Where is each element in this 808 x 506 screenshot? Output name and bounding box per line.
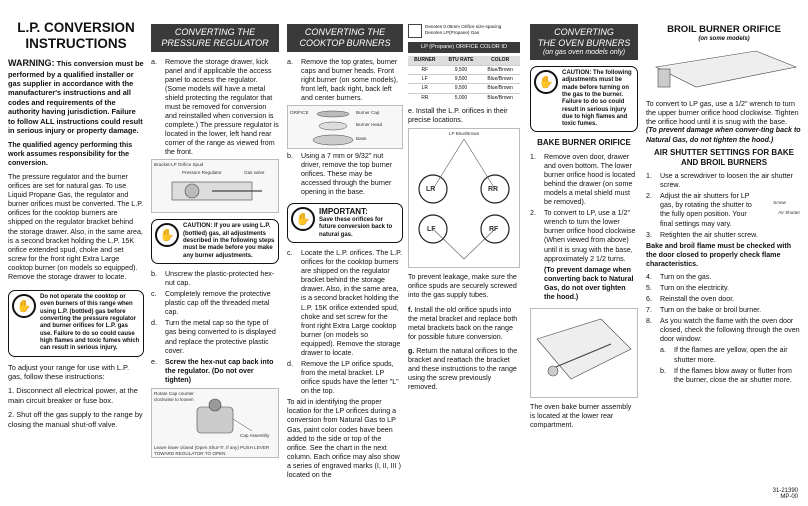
shutter-steps (646, 172, 802, 240)
oven-steps (530, 153, 638, 264)
table-header: BURNER (408, 56, 442, 65)
column-regulator (151, 0, 279, 458)
burner-layout-drawing (409, 129, 519, 269)
legend (408, 24, 520, 38)
step-label: 5. (646, 283, 652, 292)
step-text: To convert to LP, use a 1/2" wrench to turn the lower burner orifice hood clockwise (When viewed from above) until it is snug with the base, approximately 2 1/2 turns. (544, 209, 636, 263)
header-line-2: COOKTOP BURNERS (299, 37, 391, 48)
step-b (287, 152, 403, 197)
table-header: BTU RATE (442, 56, 481, 65)
step-f-text: Install the old orifice spuds into the metal bracket and replace both metal brackets back on the range for possible future conversion. (408, 305, 518, 341)
section-header (287, 24, 403, 52)
table-cell: 9,500 (442, 84, 481, 93)
step-label: 2. (530, 209, 536, 218)
regulator-drawing (152, 160, 278, 214)
table-cell: LF (408, 74, 442, 83)
step-d (151, 319, 279, 355)
step-label: c. (151, 290, 157, 299)
step-label: 1. (646, 172, 652, 181)
flame-note: Bake and broil flame must be checked with the door closed to properly check flame characteristics. (646, 241, 792, 268)
column-intro (8, 0, 144, 429)
step-text: If the flames are yellow, open the air shutter more. (674, 346, 788, 364)
table-row (408, 74, 520, 83)
step-text: Turn on the bake or broil burner. (660, 306, 762, 315)
diagram-label: Burner Cap (356, 109, 380, 115)
cap-drawing (152, 389, 278, 459)
regulator-steps-2 (151, 270, 279, 385)
step-f: f. Install the old orifice spuds into the metal bracket and replace both metal brackets back on the range for possible future conversion. (408, 305, 518, 341)
caution-box (151, 219, 279, 264)
step-2 (646, 192, 802, 228)
prevent-text: To prevent leakage, make sure the orifice spuds are securely screwed into the gas supply tubes. (408, 273, 517, 300)
step-text: Remove the LP orifice spuds, from the metal bracket. LP orifice spuds have the letter "L" on the top. (301, 360, 399, 396)
step-label: c. (287, 249, 293, 258)
burner-rr: RR (488, 186, 499, 194)
burner-lf: LF (427, 226, 436, 234)
step-6 (646, 295, 802, 304)
doc-rev: MP-00 (780, 494, 798, 500)
step-text: Reinstall the oven door. (660, 295, 735, 304)
step-g: g. Return the natural orifices to the bracket and reattach the bracket and these instructions to the range using the screw previously removed. (408, 346, 518, 392)
diagram-label: Cap Assembly (240, 432, 270, 438)
diagram-label: Burner Head (356, 121, 383, 127)
check-b (660, 367, 802, 385)
step-label: 6. (646, 295, 652, 304)
header-line-1: CONVERTING THE (304, 27, 386, 37)
table-cell: LR (408, 84, 442, 93)
regulator-steps (151, 58, 279, 158)
step-label: 7. (646, 306, 652, 315)
step-label: a. (287, 57, 293, 66)
step-label: a. (151, 57, 157, 66)
table-cell: RR (408, 93, 442, 102)
diagram-label: Screw (773, 200, 786, 206)
burner-drawing (288, 106, 402, 150)
table-cell: 9,500 (442, 65, 481, 74)
section-header (530, 24, 638, 60)
legend-text (425, 24, 501, 38)
adjust-intro: To adjust your range for use with L.P. gas, follow these instructions: (8, 362, 130, 381)
orifice-icon (408, 24, 422, 38)
step-c (151, 290, 279, 317)
burner-lr: LR (426, 186, 436, 194)
step-1 (646, 172, 802, 190)
caution-text: CAUTION: If you are using L.P. (bottled) gas, all adjustments described in the following steps must be made before you make any burner adjustments. (183, 223, 275, 259)
step-label: 2. (646, 192, 652, 201)
legend-b: Denotes LP(Propane) Gas (425, 29, 480, 35)
step-text: Remove the storage drawer, kick panel and if applicable the access panel to access the regulator. (Some models will have a metal shield protecting the regulator that must be removed for conversion and reinstalled when conversion is complete.) The pressure regulator is located in the lower, left hand rear corner of the range as viewed from the front. (165, 57, 279, 157)
step-g-text: Return the natural orifices to the bracket and reattach the bracket and these instructions to the range using the screw previously removed. (408, 346, 518, 392)
step-label: b. (660, 366, 666, 375)
step-8 (646, 317, 802, 344)
stop-hand-icon: ✋ (155, 223, 179, 247)
diagram-label: Leave lower closed (Open Shut-Tr. If any) PUSH LEVER TOWARD REGULATOR TO OPEN (154, 444, 270, 456)
diagram-label: ORIFICE (290, 109, 309, 115)
step-text: As you watch the flame with the oven door closed, check the following through the oven door window: (660, 317, 800, 344)
step-text: Retighten the air shutter screw. (660, 230, 758, 239)
final-steps (646, 273, 802, 345)
table-cell: Blue/Brown (480, 74, 520, 83)
step-text: Unscrew the plastic-protected hex-nut cap. (165, 270, 275, 288)
step-4 (646, 273, 802, 282)
section-title: AIR SHUTTER SETTINGS FOR BAKE AND BROIL BURNERS (653, 147, 794, 167)
diagram-label: Base (356, 135, 367, 141)
step-text: Completely remove the protective plastic cap off the threaded metal cap. (165, 290, 271, 317)
caution-box (530, 66, 638, 133)
table-header: COLOR (480, 56, 520, 65)
header-line-1: CONVERTING THE (174, 27, 256, 37)
intro-body: The pressure regulator and the burner orifices are set for natural gas. To use Liquid Propane Gas, the regulator and burner orifices must be converted. The L.P. orifices for the cooktop burners are shipped on the regulator bracket behind the storage drawer. Also, in the same area, is a second bracket holding the L.P. 15K orifice extended spud, choke and set screw for the front right Extra Large cooktop burner (on models so equipped). Remove the storage drawer to locate. (8, 173, 143, 281)
step-d (287, 360, 403, 396)
step-label: d. (287, 360, 293, 368)
broil-intro: To convert to LP gas, use a 1/2" wrench to turn the upper burner orifice hood clockwise. Tighten the orifice hood until it is snug with the base. (646, 98, 799, 127)
diagram-label: Rotate Cap counter clockwise to loosen (154, 390, 194, 402)
step-e (151, 358, 279, 385)
stop-hand-icon: ✋ (291, 207, 315, 231)
broil-title: BROIL BURNER ORIFICE (667, 24, 781, 35)
step-b (151, 270, 279, 288)
step-text: Turn the metal cap so the type of gas being converted to is displayed and replace the protective plastic cover. (165, 319, 276, 355)
stop-hand-icon: ✋ (12, 294, 36, 318)
prevent-note: (To prevent damage when converting back to Natural Gas, do not over tighten the hood.) (544, 265, 634, 301)
step-7 (646, 306, 802, 315)
warning-block (8, 58, 144, 136)
regulator-diagram (151, 159, 279, 213)
step-text: Screw the hex-nut cap back into the regulator. (Do not over tighten) (165, 357, 274, 384)
table-title: LP (Propane) ORIFICE COLOR ID (408, 42, 520, 53)
qualified-note: The qualified agency performing this work assumes responsibility for the conversion. (8, 140, 133, 167)
important-content (319, 207, 399, 239)
table-row (408, 93, 520, 102)
table-cell: RF (408, 65, 442, 74)
diagram-label: Pressure Regulator (182, 170, 222, 176)
broil-subtitle: (on some models) (698, 36, 750, 43)
table-row (408, 84, 520, 93)
page-title: L.P. CONVERSION INSTRUCTIONS (17, 20, 135, 51)
broil-diagram (646, 47, 802, 99)
step-e: e. Install the L.P. orifices in their precise locations. (408, 107, 508, 125)
step-text: Locate the L.P. orifices. The L.P. orifices for the cooktop burners are shipped on the regulator bracket behind the storage drawer. Also, in the same area, is a second bracket holding the L.P. 15K orifice extended spud, choke and set screw for the front right Extra Large cooktop burner (on models so equipped). Remove the storage drawer to locate. (301, 249, 402, 357)
header-line-2: THE OVEN BURNERS (537, 37, 631, 48)
burner-tag: LP Blue/Brown (449, 131, 480, 137)
flame-checks (646, 346, 802, 384)
step-5 (646, 284, 802, 293)
table-cell: Blue/Brown (480, 65, 520, 74)
step-label: 1. (530, 152, 536, 161)
table-cell: Blue/Brown (480, 93, 520, 102)
section-title: BAKE BURNER ORIFICE (537, 138, 631, 148)
caution-box (8, 290, 144, 357)
section-header (151, 24, 279, 52)
doc-code: 31-21390 (772, 488, 798, 494)
diagram-label: Bracket-LP Orifice Spud (154, 162, 204, 168)
step-text: If the flames blow away or flutter from the burner, close the air shutter more. (674, 366, 792, 384)
column-cooktop (287, 0, 403, 480)
column-oven (530, 0, 638, 430)
step-1 (530, 153, 638, 207)
step-3 (646, 231, 802, 240)
important-box (287, 203, 403, 243)
step-label: b. (151, 270, 157, 279)
caution-text: Do not operate the cooktop or oven burners of this range when using L.P. (bottled) gas before converting the pressure regulator and burner orifices for L.P. gas use. Failure to do so could cause high flames and toxic fumes which can result in serious injury. (40, 294, 140, 352)
oven-burner-drawing (531, 309, 637, 399)
step-text: Remove the top grates, burner caps and burner heads. Front right burner (on some models), front left, back right, back left and center burners. (301, 57, 398, 102)
broil-drawing (646, 47, 802, 99)
step-text: Remove oven door, drawer and oven bottom. The lower burner orifice hood is located behind the drawer (on some models a metal shield must be removed). (544, 152, 636, 207)
footer (773, 488, 798, 500)
burner-diagram (287, 105, 403, 149)
burner-rf: RF (489, 226, 499, 234)
legend-a: Denotes 0.05mm Orifice size-spacing (425, 24, 502, 29)
cap-diagram (151, 388, 279, 458)
diagram-label: Air Shutter (778, 210, 800, 216)
step-label: 4. (646, 272, 652, 281)
step-text: Turn on the electricity. (660, 283, 729, 292)
warning-text: This conversion must be performed by a qualified installer or gas supplier in accordance with the manufacturer's instructions and all codes and requirements of the authority having jurisdiction. Failure to follow ALL instructions could result in serious injury or property damage. (8, 59, 144, 136)
step-label: d. (151, 319, 157, 328)
important-text: Save these orifices for future conversion back to natural gas. (319, 217, 393, 238)
step-2 (530, 209, 638, 263)
step-label: a. (660, 346, 666, 355)
table-cell: 9,500 (442, 74, 481, 83)
cooktop-steps (287, 58, 403, 103)
cooktop-steps-b (287, 152, 403, 197)
oven-burner-diagram (530, 308, 638, 398)
step-text: Use a screwdriver to loosen the air shutter screw. (660, 172, 793, 190)
step-a (151, 58, 279, 158)
orifice-table (408, 56, 520, 102)
check-a (660, 346, 802, 364)
warning-label: WARNING: (8, 58, 55, 69)
table-cell: 5,000 (442, 93, 481, 102)
step-1: 1. Disconnect all electrical power, at the main circuit breaker or fuse box. (8, 386, 138, 405)
step-a (287, 58, 403, 103)
table-row (408, 65, 520, 74)
diagram-label: Gas valve (244, 170, 265, 176)
aid-text: To aid in identifying the proper location for the LP orifices during a conversion from Natural Gas to LP Gas, paint color codes have been added to the side or top of the orifice. See the chart in the next column. Each orifice may also show a series of engraved marks (I, II, III ) located on the (287, 398, 401, 479)
column-orifice (408, 0, 520, 392)
caution-text: CAUTION: The following adjustments must be made before turning on the gas to the burner. Failure to do so could result in serious injury due to high flames and toxic fumes. (562, 69, 632, 128)
header-sub: (on gas oven models only) (542, 48, 626, 56)
column-broil (646, 0, 802, 387)
header-line-2: PRESSURE REGULATOR (161, 37, 269, 48)
burner-layout-diagram (408, 128, 520, 268)
step-label: e. (151, 357, 157, 366)
step-text: Adjust the air shutters for LP gas, by rotating the shutter to the fully open position. Your final settings may vary. (660, 192, 752, 228)
important-label: IMPORTANT: (319, 207, 368, 217)
step-text: Turn on the gas. (660, 272, 712, 281)
step-c (287, 249, 403, 358)
broil-prevent: (To prevent damage when conver-ting back to Natural Gas, do not tighten the hood.) (646, 126, 801, 144)
header-line-1: CONVERTING (554, 27, 614, 37)
step-text: Using a 7 mm or 9/32" nut driver, remove the top burner orifices. These may be accessed through the burner opening in the base. (301, 151, 393, 197)
step-2: 2. Shut off the gas supply to the range by closing the manual shut-off valve. (8, 410, 143, 429)
step-label: b. (287, 151, 293, 160)
step-label: 8. (646, 317, 652, 326)
oven-note: The oven bake burner assembly is located at the lower rear compartment. (530, 402, 632, 430)
stop-hand-icon: ✋ (534, 70, 558, 94)
table-cell: Blue/Brown (480, 84, 520, 93)
step-label: 3. (646, 230, 652, 239)
cooktop-steps-2 (287, 249, 403, 396)
